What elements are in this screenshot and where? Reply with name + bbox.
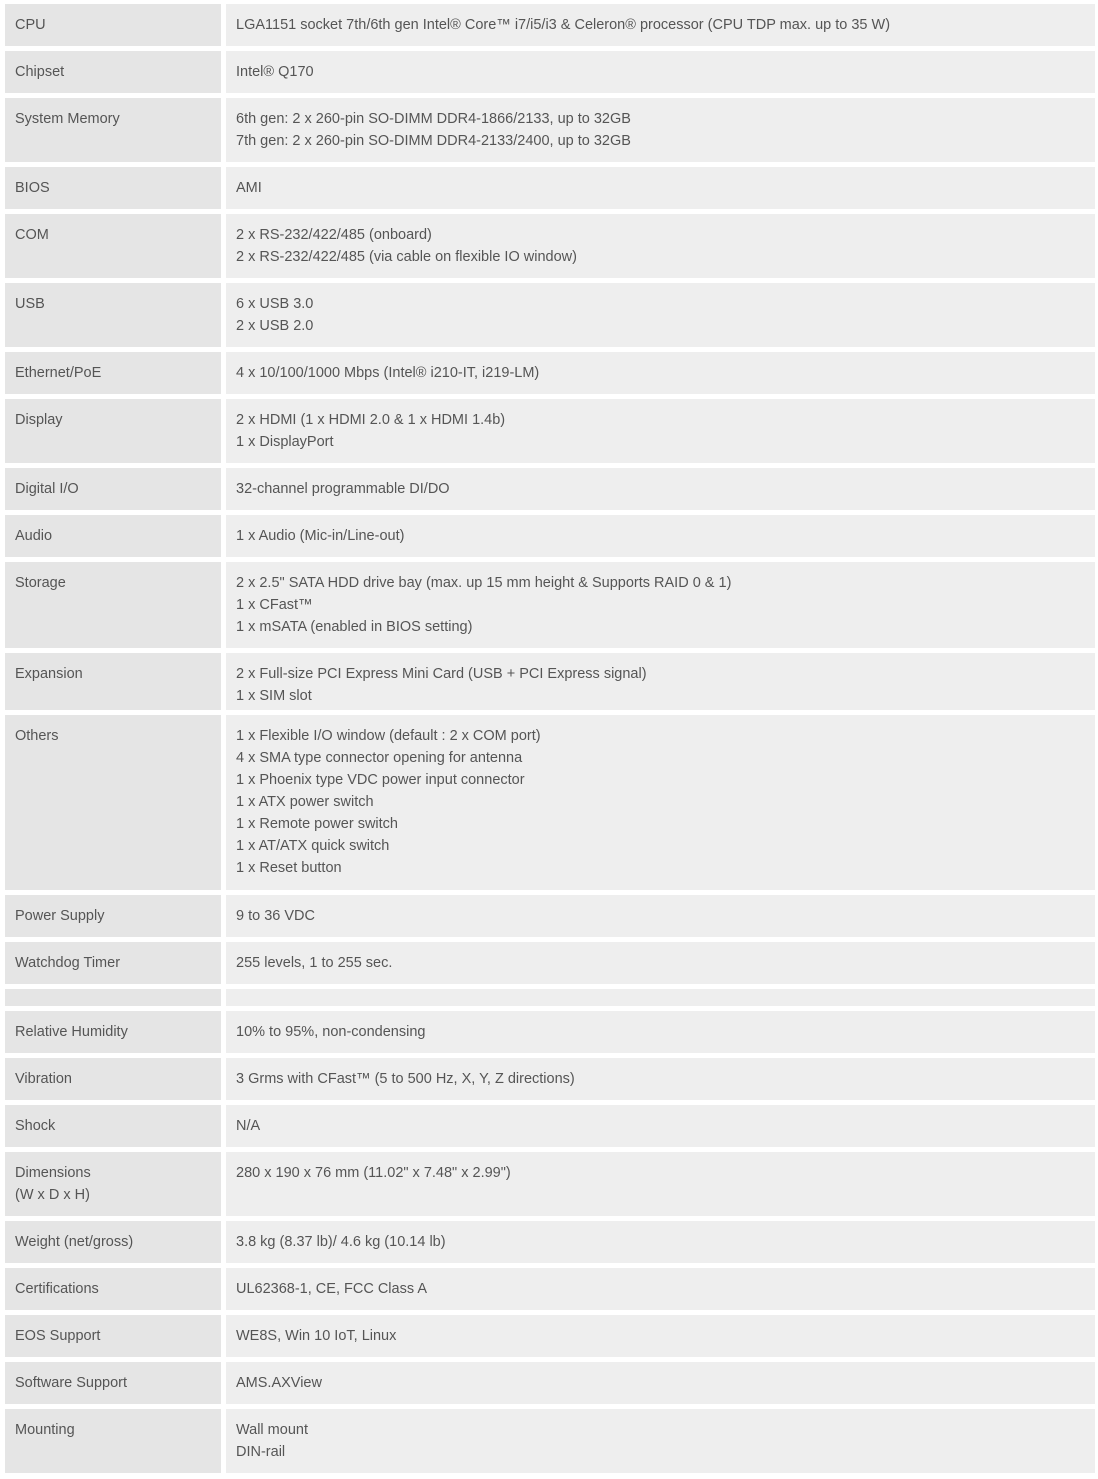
spec-row — [5, 1011, 1095, 1053]
spec-value — [226, 1268, 1095, 1310]
spec-row — [5, 352, 1095, 394]
spec-label — [5, 1315, 221, 1357]
spec-label — [5, 214, 221, 278]
spec-label-line: Others — [15, 728, 59, 744]
spec-row — [5, 895, 1095, 937]
spec-value-line: N/A — [236, 1118, 261, 1134]
spec-label-line: Relative Humidity — [15, 1024, 128, 1040]
spec-label-line: Audio — [15, 528, 53, 544]
spec-label-line: Mounting — [15, 1422, 75, 1438]
spec-value — [226, 51, 1095, 93]
spec-value — [226, 399, 1095, 463]
spec-value-line: 10% to 95%, non-condensing — [236, 1024, 426, 1040]
spec-value-line: DIN-rail — [236, 1444, 286, 1460]
spec-label — [5, 1152, 221, 1216]
spec-label-line: Dimensions — [15, 1165, 91, 1181]
spec-row — [5, 4, 1095, 46]
spec-value — [226, 1105, 1095, 1147]
spec-row — [5, 167, 1095, 209]
spec-value-line: 32-channel programmable DI/DO — [236, 481, 450, 497]
spec-label-line: Software Support — [15, 1375, 128, 1391]
spec-label — [5, 1362, 221, 1404]
spec-value — [226, 352, 1095, 394]
spec-value-line: 1 x Phoenix type VDC power input connector — [236, 772, 525, 788]
spec-label — [5, 653, 221, 710]
spec-label-line: USB — [15, 296, 45, 312]
spec-row — [5, 1362, 1095, 1404]
spec-value-line: 4 x 10/100/1000 Mbps (Intel® i210-IT, i219-LM) — [236, 365, 540, 381]
spec-value — [226, 942, 1095, 984]
spec-value-line: 1 x mSATA (enabled in BIOS setting) — [236, 619, 473, 635]
spec-row — [5, 1105, 1095, 1147]
spec-label — [5, 167, 221, 209]
spec-value-line: 4 x SMA type connector opening for antenna — [236, 750, 523, 766]
spec-value-line: 1 x CFast™ — [236, 597, 313, 613]
spec-value-line: 7th gen: 2 x 260-pin SO-DIMM DDR4-2133/2400, up to 32GB — [236, 133, 631, 149]
spec-row — [5, 715, 1095, 890]
spec-label — [5, 1221, 221, 1263]
spec-value — [226, 1221, 1095, 1263]
spec-row — [5, 942, 1095, 984]
spec-label — [5, 715, 221, 890]
spec-label-line: Storage — [15, 575, 66, 591]
spec-value-line: 1 x ATX power switch — [236, 794, 374, 810]
spec-label — [5, 1268, 221, 1310]
spec-label-line: Certifications — [15, 1281, 99, 1297]
spec-value-line: 2 x RS-232/422/485 (via cable on flexible IO window) — [236, 249, 577, 265]
spec-label — [5, 1409, 221, 1473]
spec-value-line: AMS.AXView — [236, 1375, 322, 1391]
spec-label-line: Vibration — [15, 1071, 72, 1087]
spec-value — [226, 515, 1095, 557]
spec-label — [5, 562, 221, 648]
spec-value-line: 1 x AT/ATX quick switch — [236, 838, 390, 854]
spec-value — [226, 98, 1095, 162]
spec-value — [226, 1362, 1095, 1404]
spec-value-line: AMI — [236, 180, 262, 196]
spec-row — [5, 515, 1095, 557]
spec-row — [5, 214, 1095, 278]
spec-value-line: LGA1151 socket 7th/6th gen Intel® Core™ i7/i5/i3 & Celeron® processor (CPU TDP max. up to 35 W) — [236, 17, 891, 33]
spec-value-line: 2 x 2.5" SATA HDD drive bay (max. up 15 mm height & Supports RAID 0 & 1) — [236, 575, 732, 591]
spec-value-line: 3.8 kg (8.37 lb)/ 4.6 kg (10.14 lb) — [236, 1234, 446, 1250]
spec-value-line: 9 to 36 VDC — [236, 908, 315, 924]
spec-row — [5, 989, 1095, 1006]
spec-value-line: 2 x HDMI (1 x HDMI 2.0 & 1 x HDMI 1.4b) — [236, 412, 506, 428]
spec-label — [5, 98, 221, 162]
spec-row — [5, 98, 1095, 162]
spec-label-line: Display — [15, 412, 63, 428]
spec-value-line: 2 x Full-size PCI Express Mini Card (USB + PCI Express signal) — [236, 666, 647, 682]
spec-row — [5, 653, 1095, 710]
spec-value — [226, 214, 1095, 278]
spec-value-line: 2 x USB 2.0 — [236, 318, 314, 334]
spec-label — [5, 399, 221, 463]
spec-row — [5, 1221, 1095, 1263]
spec-label-line: Digital I/O — [15, 481, 79, 497]
spec-value-line: WE8S, Win 10 IoT, Linux — [236, 1328, 397, 1344]
spec-label — [5, 895, 221, 937]
spec-value-line: 6 x USB 3.0 — [236, 296, 314, 312]
spec-value-line: 1 x SIM slot — [236, 688, 312, 704]
spec-row — [5, 1409, 1095, 1473]
spec-value — [226, 895, 1095, 937]
spec-row — [5, 468, 1095, 510]
spec-value — [226, 1315, 1095, 1357]
spec-value-line: 6th gen: 2 x 260-pin SO-DIMM DDR4-1866/2133, up to 32GB — [236, 111, 631, 127]
spec-value — [226, 1409, 1095, 1473]
spec-value-line: Intel® Q170 — [236, 64, 314, 80]
spec-value — [226, 653, 1095, 710]
spec-value — [226, 1011, 1095, 1053]
spec-label-line: Shock — [15, 1118, 56, 1134]
spec-value-line: UL62368-1, CE, FCC Class A — [236, 1281, 427, 1297]
spec-value — [226, 468, 1095, 510]
spec-label-line: CPU — [15, 17, 46, 33]
spec-label — [5, 352, 221, 394]
spec-row — [5, 51, 1095, 93]
spec-value — [226, 4, 1095, 46]
spec-label — [5, 942, 221, 984]
spec-label-line: (W x D x H) — [15, 1187, 90, 1203]
spec-value-line: 3 Grms with CFast™ (5 to 500 Hz, X, Y, Z directions) — [236, 1071, 575, 1087]
spec-label-line: Ethernet/PoE — [15, 365, 102, 381]
spec-label — [5, 468, 221, 510]
spec-value — [226, 1058, 1095, 1100]
spec-row — [5, 1315, 1095, 1357]
spec-label — [5, 283, 221, 347]
spec-value-line: 1 x Flexible I/O window (default : 2 x COM port) — [236, 728, 541, 744]
spec-label — [5, 1011, 221, 1053]
spec-value-line: 1 x DisplayPort — [236, 434, 334, 450]
spec-row — [5, 1058, 1095, 1100]
spec-row — [5, 399, 1095, 463]
spec-value-line: 280 x 190 x 76 mm (11.02" x 7.48" x 2.99") — [236, 1165, 511, 1181]
spec-row — [5, 1152, 1095, 1216]
spec-label-line: BIOS — [15, 180, 50, 196]
spec-row — [5, 283, 1095, 347]
spec-table — [5, 4, 1095, 1478]
spec-value — [226, 715, 1095, 890]
spec-label — [5, 515, 221, 557]
spec-value-line: 1 x Reset button — [236, 860, 342, 876]
spec-value-line: 1 x Remote power switch — [236, 816, 398, 832]
spec-label — [5, 51, 221, 93]
spec-value — [226, 562, 1095, 648]
spec-label — [5, 4, 221, 46]
spec-label-line: EOS Support — [15, 1328, 101, 1344]
spec-value — [226, 989, 1095, 1006]
spec-value-line: Wall mount — [236, 1422, 308, 1438]
spec-row — [5, 562, 1095, 648]
spec-value — [226, 283, 1095, 347]
spec-value — [226, 167, 1095, 209]
spec-value-line: 2 x RS-232/422/485 (onboard) — [236, 227, 432, 243]
spec-label-line: Expansion — [15, 666, 83, 682]
spec-label — [5, 1058, 221, 1100]
spec-value-line: 1 x Audio (Mic-in/Line-out) — [236, 528, 405, 544]
spec-label-line: System Memory — [15, 111, 120, 127]
spec-value — [226, 1152, 1095, 1216]
spec-label-line: Watchdog Timer — [15, 955, 121, 971]
spec-label — [5, 1105, 221, 1147]
spec-value-line: 255 levels, 1 to 255 sec. — [236, 955, 393, 971]
spec-row — [5, 1268, 1095, 1310]
spec-label — [5, 989, 221, 1006]
spec-label-line: Chipset — [15, 64, 65, 80]
spec-label-line: Power Supply — [15, 908, 105, 924]
spec-label-line: COM — [15, 227, 49, 243]
spec-label-line: Weight (net/gross) — [15, 1234, 134, 1250]
